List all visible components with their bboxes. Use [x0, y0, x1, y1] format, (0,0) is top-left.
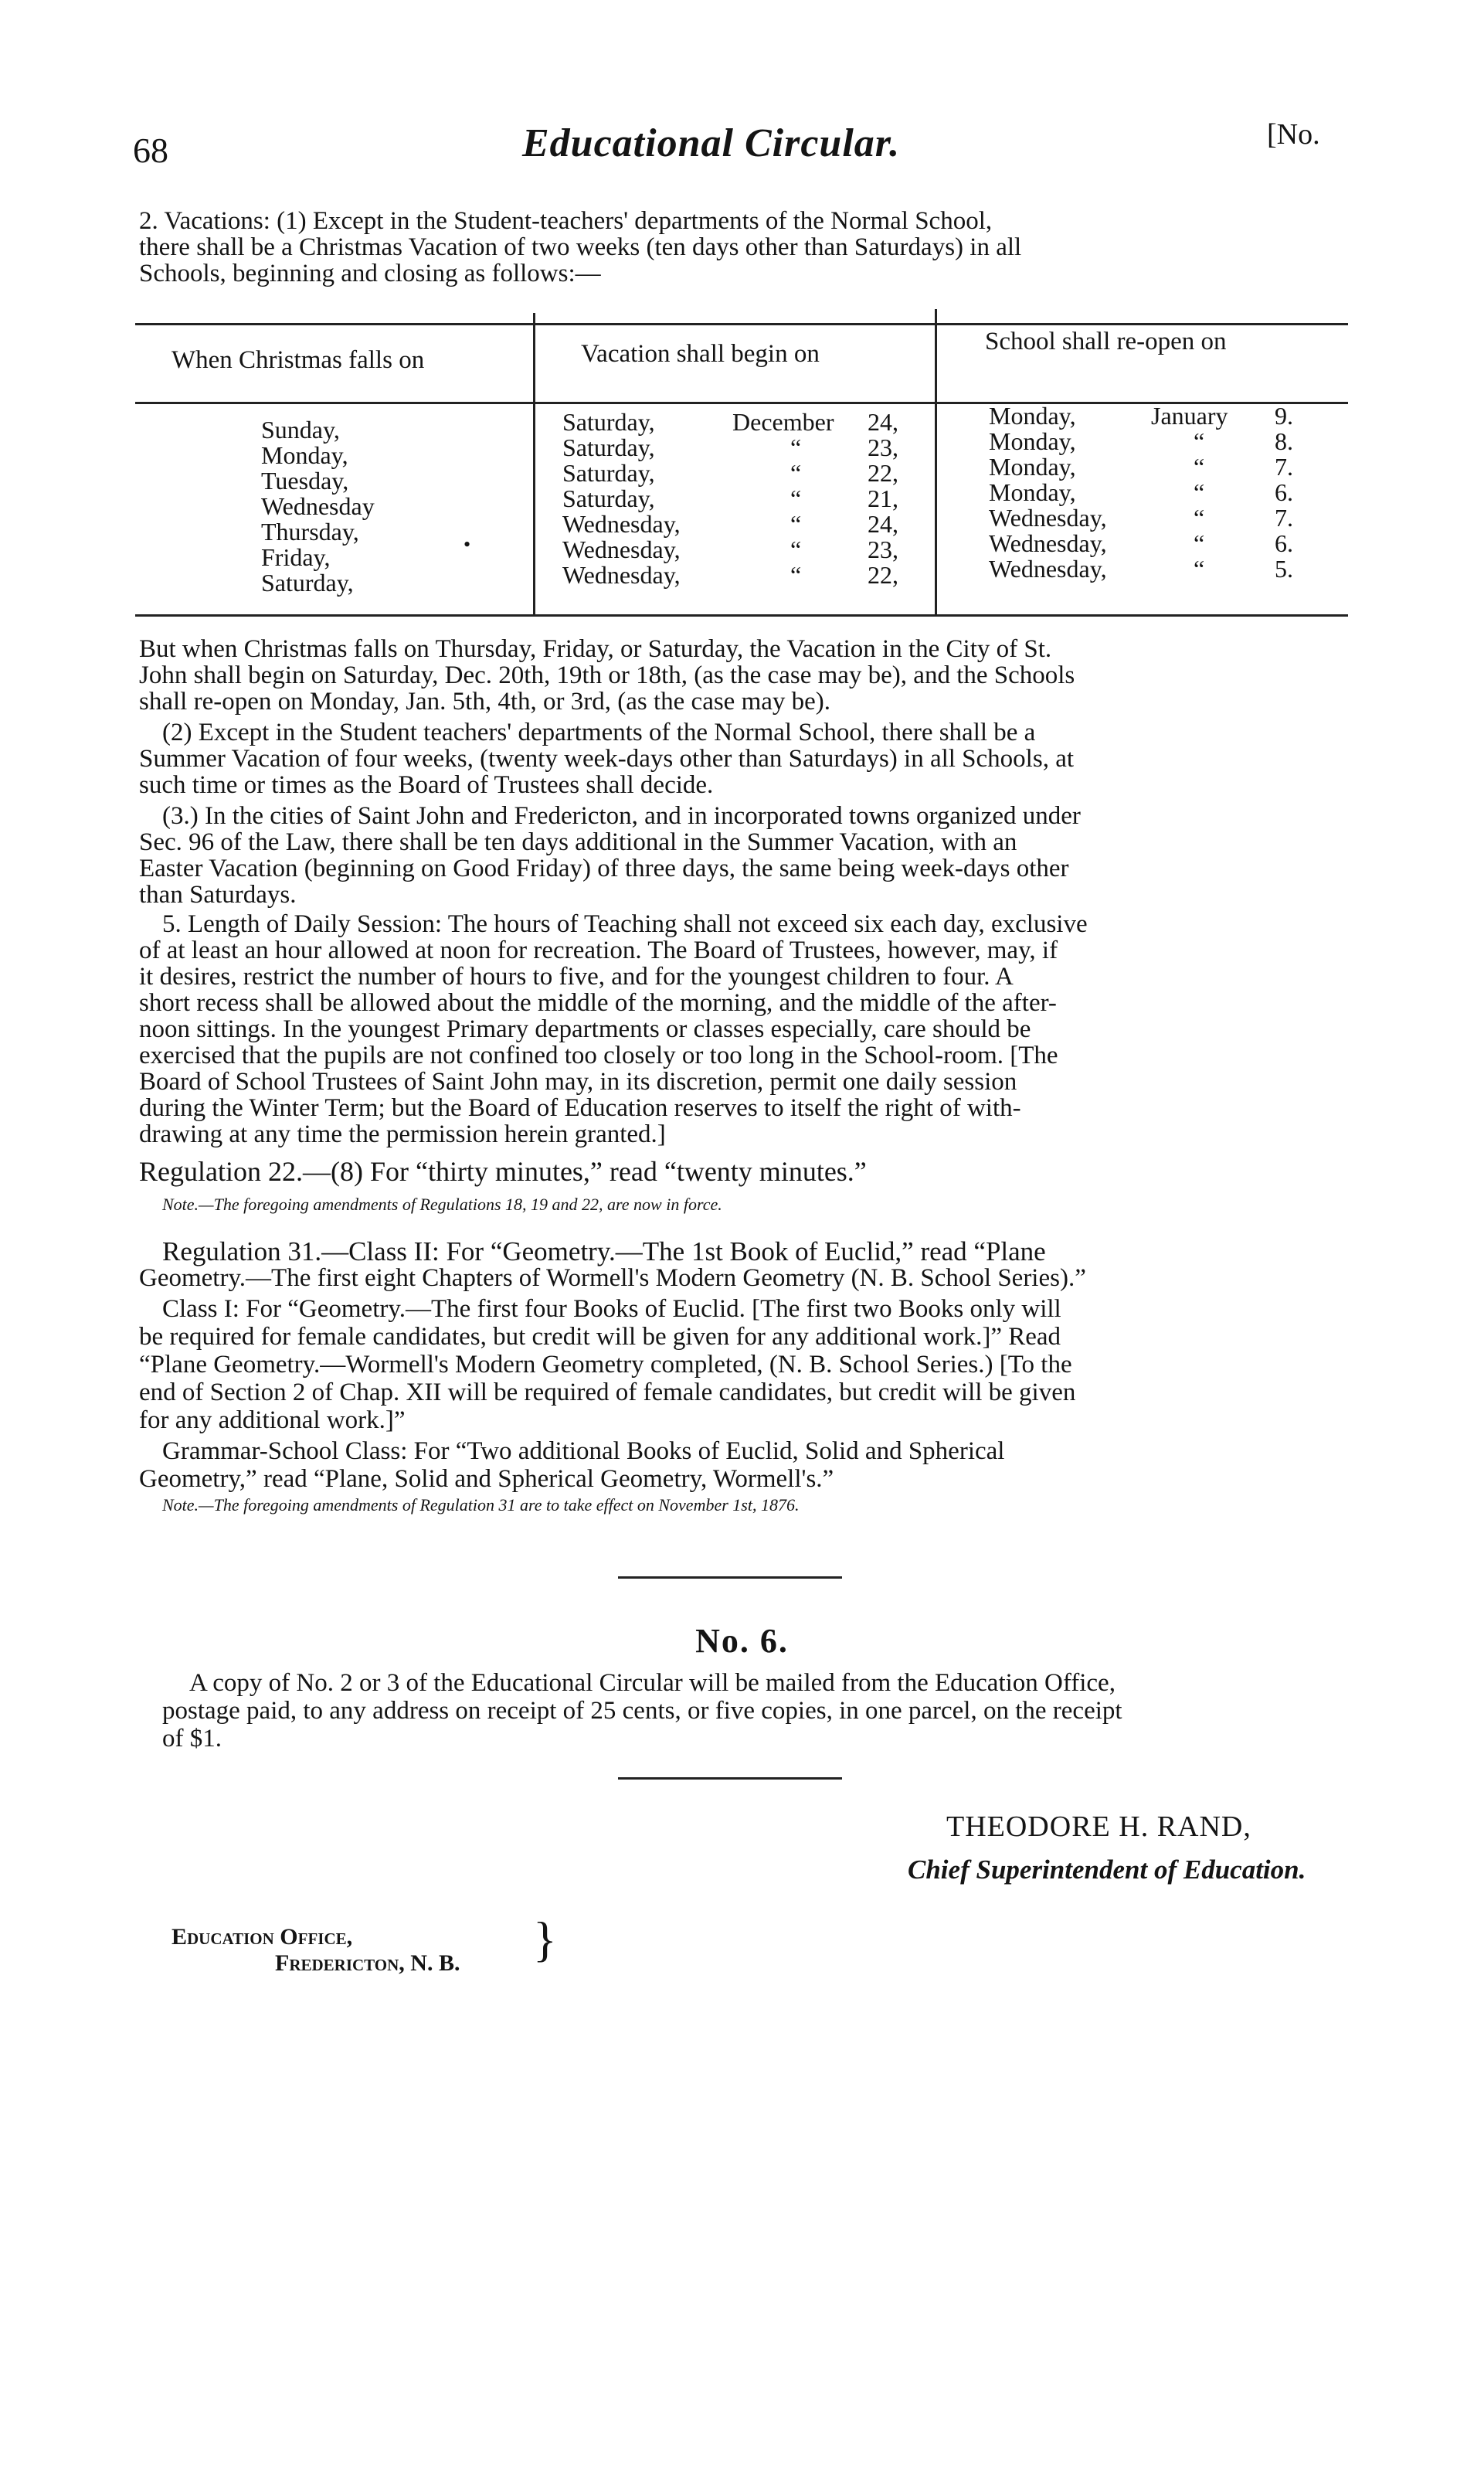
- reopen-date: 5.: [1275, 555, 1293, 583]
- separator-rule: [618, 1576, 842, 1579]
- reopen-day: Wednesday,: [989, 529, 1107, 557]
- vacation-begin-column: [562, 410, 902, 588]
- body-text-line: than Saturdays.: [139, 881, 297, 909]
- reopen-date: 6.: [1275, 478, 1293, 506]
- reopen-month: “: [1194, 555, 1205, 583]
- vacation-day: Wednesday,: [562, 510, 681, 538]
- table-bottom-rule: [135, 614, 1348, 617]
- reopen-row: [989, 403, 1313, 429]
- body-text-line: 5. Length of Daily Session: The hours of Teaching shall not exceed six each day, exclusive: [162, 910, 1088, 938]
- christmas-day-cell: Tuesday,: [261, 467, 349, 495]
- body-text-line: John shall begin on Saturday, Dec. 20th, 19th or 18th, (as the case may be), and the Schools: [139, 661, 1075, 689]
- office-line-2: Fredericton, N. B.: [275, 1950, 460, 1976]
- body-text-line: Summer Vacation of four weeks, (twenty week-days other than Saturdays) in all Schools, at: [139, 745, 1075, 773]
- regulation-31-line: for any additional work.]”: [139, 1406, 406, 1434]
- no6-line: A copy of No. 2 or 3 of the Educational Circular will be mailed from the Education Office,: [189, 1669, 1116, 1697]
- body-text-line: Easter Vacation (beginning on Good Friday) of three days, the same being week-days other: [139, 855, 1069, 882]
- regulation-31-line: Geometry.—The first eight Chapters of Wormell's Modern Geometry (N. B. School Series).”: [139, 1264, 1086, 1292]
- body-text-line: shall re-open on Monday, Jan. 5th, 4th, or 3rd, (as the case may be).: [139, 688, 831, 716]
- christmas-day-cell: Thursday,: [261, 518, 359, 546]
- table-header-cell: When Christmas falls on: [171, 346, 425, 374]
- regulation-31-note: Note.—The foregoing amendments of Regulation 31 are to take effect on November 1st, 1876.: [162, 1495, 800, 1515]
- reopen-row: [989, 429, 1313, 454]
- table-top-rule: [135, 323, 1348, 325]
- reopen-month: January: [1151, 402, 1228, 430]
- vacation-begin-row: [562, 461, 902, 486]
- intro-line: Schools, beginning and closing as follows:—: [139, 260, 601, 287]
- table-column-divider: [935, 309, 937, 614]
- body-text-line: (2) Except in the Student teachers' departments of the Normal School, there shall be a: [162, 719, 1036, 746]
- regulation-31-line: Class I: For “Geometry.—The first four Books of Euclid. [The first two Books only will: [162, 1295, 1061, 1323]
- christmas-day-cell: Monday,: [261, 441, 348, 469]
- vacation-month: December: [732, 408, 834, 436]
- body-text-line: drawing at any time the permission herein granted.]: [139, 1120, 666, 1148]
- christmas-day-cell: Wednesday: [261, 492, 375, 520]
- christmas-day-cell: Saturday,: [261, 569, 354, 597]
- table-header-cell: Vacation shall begin on: [581, 340, 820, 368]
- no6-line: of $1.: [162, 1725, 222, 1753]
- vacation-date: 22,: [868, 459, 898, 487]
- vacation-begin-row: [562, 435, 902, 461]
- vacation-day: Saturday,: [562, 433, 655, 461]
- body-text-line: such time or times as the Board of Trustees shall decide.: [139, 771, 714, 799]
- vacation-month: “: [790, 433, 802, 461]
- reopen-date: 9.: [1275, 402, 1293, 430]
- no6-heading: No. 6.: [695, 1622, 789, 1660]
- signature-name: THEODORE H. RAND,: [946, 1810, 1251, 1843]
- reopen-month: “: [1194, 427, 1205, 455]
- vacation-month: “: [790, 535, 802, 563]
- vacation-begin-row: [562, 512, 902, 537]
- vacation-month: “: [790, 561, 802, 589]
- reopen-month: “: [1194, 453, 1205, 481]
- reopen-date: 7.: [1275, 504, 1293, 532]
- reopen-day: Monday,: [989, 478, 1076, 506]
- reopen-date: 7.: [1275, 453, 1293, 481]
- reopen-row: [989, 454, 1313, 480]
- running-title: Educational Circular.: [522, 121, 901, 165]
- vacation-date: 22,: [868, 561, 898, 589]
- regulation-31-line: end of Section 2 of Chap. XII will be required of female candidates, but credit will be given: [139, 1379, 1076, 1406]
- reopen-day: Wednesday,: [989, 504, 1107, 532]
- reopen-day: Wednesday,: [989, 555, 1107, 583]
- office-line-1: Education Office,: [171, 1924, 353, 1950]
- christmas-day-cell: Sunday,: [261, 416, 340, 444]
- body-text-line: Sec. 96 of the Law, there shall be ten days additional in the Summer Vacation, with an: [139, 828, 1017, 856]
- reopen-day: Monday,: [989, 427, 1076, 455]
- vacation-day: Saturday,: [562, 408, 655, 436]
- vacation-day: Wednesday,: [562, 535, 681, 563]
- vacation-begin-row: [562, 410, 902, 435]
- reopen-date: 6.: [1275, 529, 1293, 557]
- body-text-line: it desires, restrict the number of hours to five, and for the youngest children to four. A: [139, 963, 1014, 991]
- body-text-line: exercised that the pupils are not confined too closely or too long in the School-room. [The: [139, 1042, 1058, 1069]
- table-column-divider: [533, 313, 535, 614]
- body-text-line: Board of School Trustees of Saint John may, in its discretion, permit one daily session: [139, 1068, 1017, 1096]
- regulation-31-line: Regulation 31.—Class II: For “Geometry.—The 1st Book of Euclid,” read “Plane: [162, 1236, 1046, 1266]
- vacation-month: “: [790, 484, 802, 512]
- regulation-31-line: “Plane Geometry.—Wormell's Modern Geometry completed, (N. B. School Series.) [To the: [139, 1351, 1072, 1379]
- body-text-line: during the Winter Term; but the Board of Education reserves to itself the right of with-: [139, 1094, 1021, 1122]
- vacation-month: “: [790, 510, 802, 538]
- body-text-line: of at least an hour allowed at noon for recreation. The Board of Trustees, however, may, if: [139, 937, 1058, 964]
- body-text-line: (3.) In the cities of Saint John and Fredericton, and in incorporated towns organized under: [162, 802, 1081, 830]
- vacation-begin-row: [562, 563, 902, 588]
- intro-line: there shall be a Christmas Vacation of two weeks (ten days other than Saturdays) in all: [139, 233, 1022, 261]
- reopen-month: “: [1194, 478, 1205, 506]
- reopen-row: [989, 505, 1313, 531]
- reopen-month: “: [1194, 504, 1205, 532]
- intro-line: 2. Vacations: (1) Except in the Student-teachers' departments of the Normal School,: [139, 207, 993, 235]
- vacation-date: 24,: [868, 408, 898, 436]
- reopen-month: “: [1194, 529, 1205, 557]
- body-text-line: noon sittings. In the youngest Primary departments or classes especially, care should be: [139, 1015, 1031, 1043]
- christmas-day-cell: Friday,: [261, 543, 331, 571]
- vacation-begin-row: [562, 537, 902, 563]
- reopen-row: [989, 556, 1313, 582]
- running-right: [No.: [1267, 118, 1320, 151]
- office-brace: }: [533, 1912, 557, 1967]
- vacation-month: “: [790, 459, 802, 487]
- reopen-day: Monday,: [989, 402, 1076, 430]
- body-text-line: short recess shall be allowed about the middle of the morning, and the middle of the after-: [139, 989, 1057, 1017]
- regulation-31-line: Geometry,” read “Plane, Solid and Spherical Geometry, Wormell's.”: [139, 1465, 834, 1493]
- vacation-date: 23,: [868, 433, 898, 461]
- christmas-day-column: [261, 417, 375, 596]
- table-header-cell: School shall re-open on: [985, 328, 1227, 355]
- vacation-date: 21,: [868, 484, 898, 512]
- reopen-row: [989, 480, 1313, 505]
- vacation-date: 24,: [868, 510, 898, 538]
- vacation-day: Saturday,: [562, 484, 655, 512]
- vacation-date: 23,: [868, 535, 898, 563]
- reopen-row: [989, 531, 1313, 556]
- body-text-line: But when Christmas falls on Thursday, Friday, or Saturday, the Vacation in the City of St.: [139, 635, 1052, 663]
- reopen-day: Monday,: [989, 453, 1076, 481]
- vacation-day: Wednesday,: [562, 561, 681, 589]
- regulation-22: Regulation 22.—(8) For “thirty minutes,” read “twenty minutes.”: [139, 1156, 867, 1187]
- regulation-31-line: Grammar-School Class: For “Two additional Books of Euclid, Solid and Spherical: [162, 1437, 1005, 1465]
- page-number: 68: [133, 131, 168, 170]
- regulation-22-note: Note.—The foregoing amendments of Regulations 18, 19 and 22, are now in force.: [162, 1195, 722, 1214]
- vacation-begin-row: [562, 486, 902, 512]
- signature-title: Chief Superintendent of Education.: [908, 1855, 1306, 1885]
- reopen-column: [989, 403, 1313, 582]
- bullet-mark: •: [464, 533, 471, 556]
- reopen-date: 8.: [1275, 427, 1293, 455]
- separator-rule: [618, 1777, 842, 1780]
- vacation-day: Saturday,: [562, 459, 655, 487]
- regulation-31-line: be required for female candidates, but credit will be given for any additional work.]” Read: [139, 1323, 1061, 1351]
- no6-line: postage paid, to any address on receipt of 25 cents, or five copies, in one parcel, on the receipt: [162, 1697, 1122, 1725]
